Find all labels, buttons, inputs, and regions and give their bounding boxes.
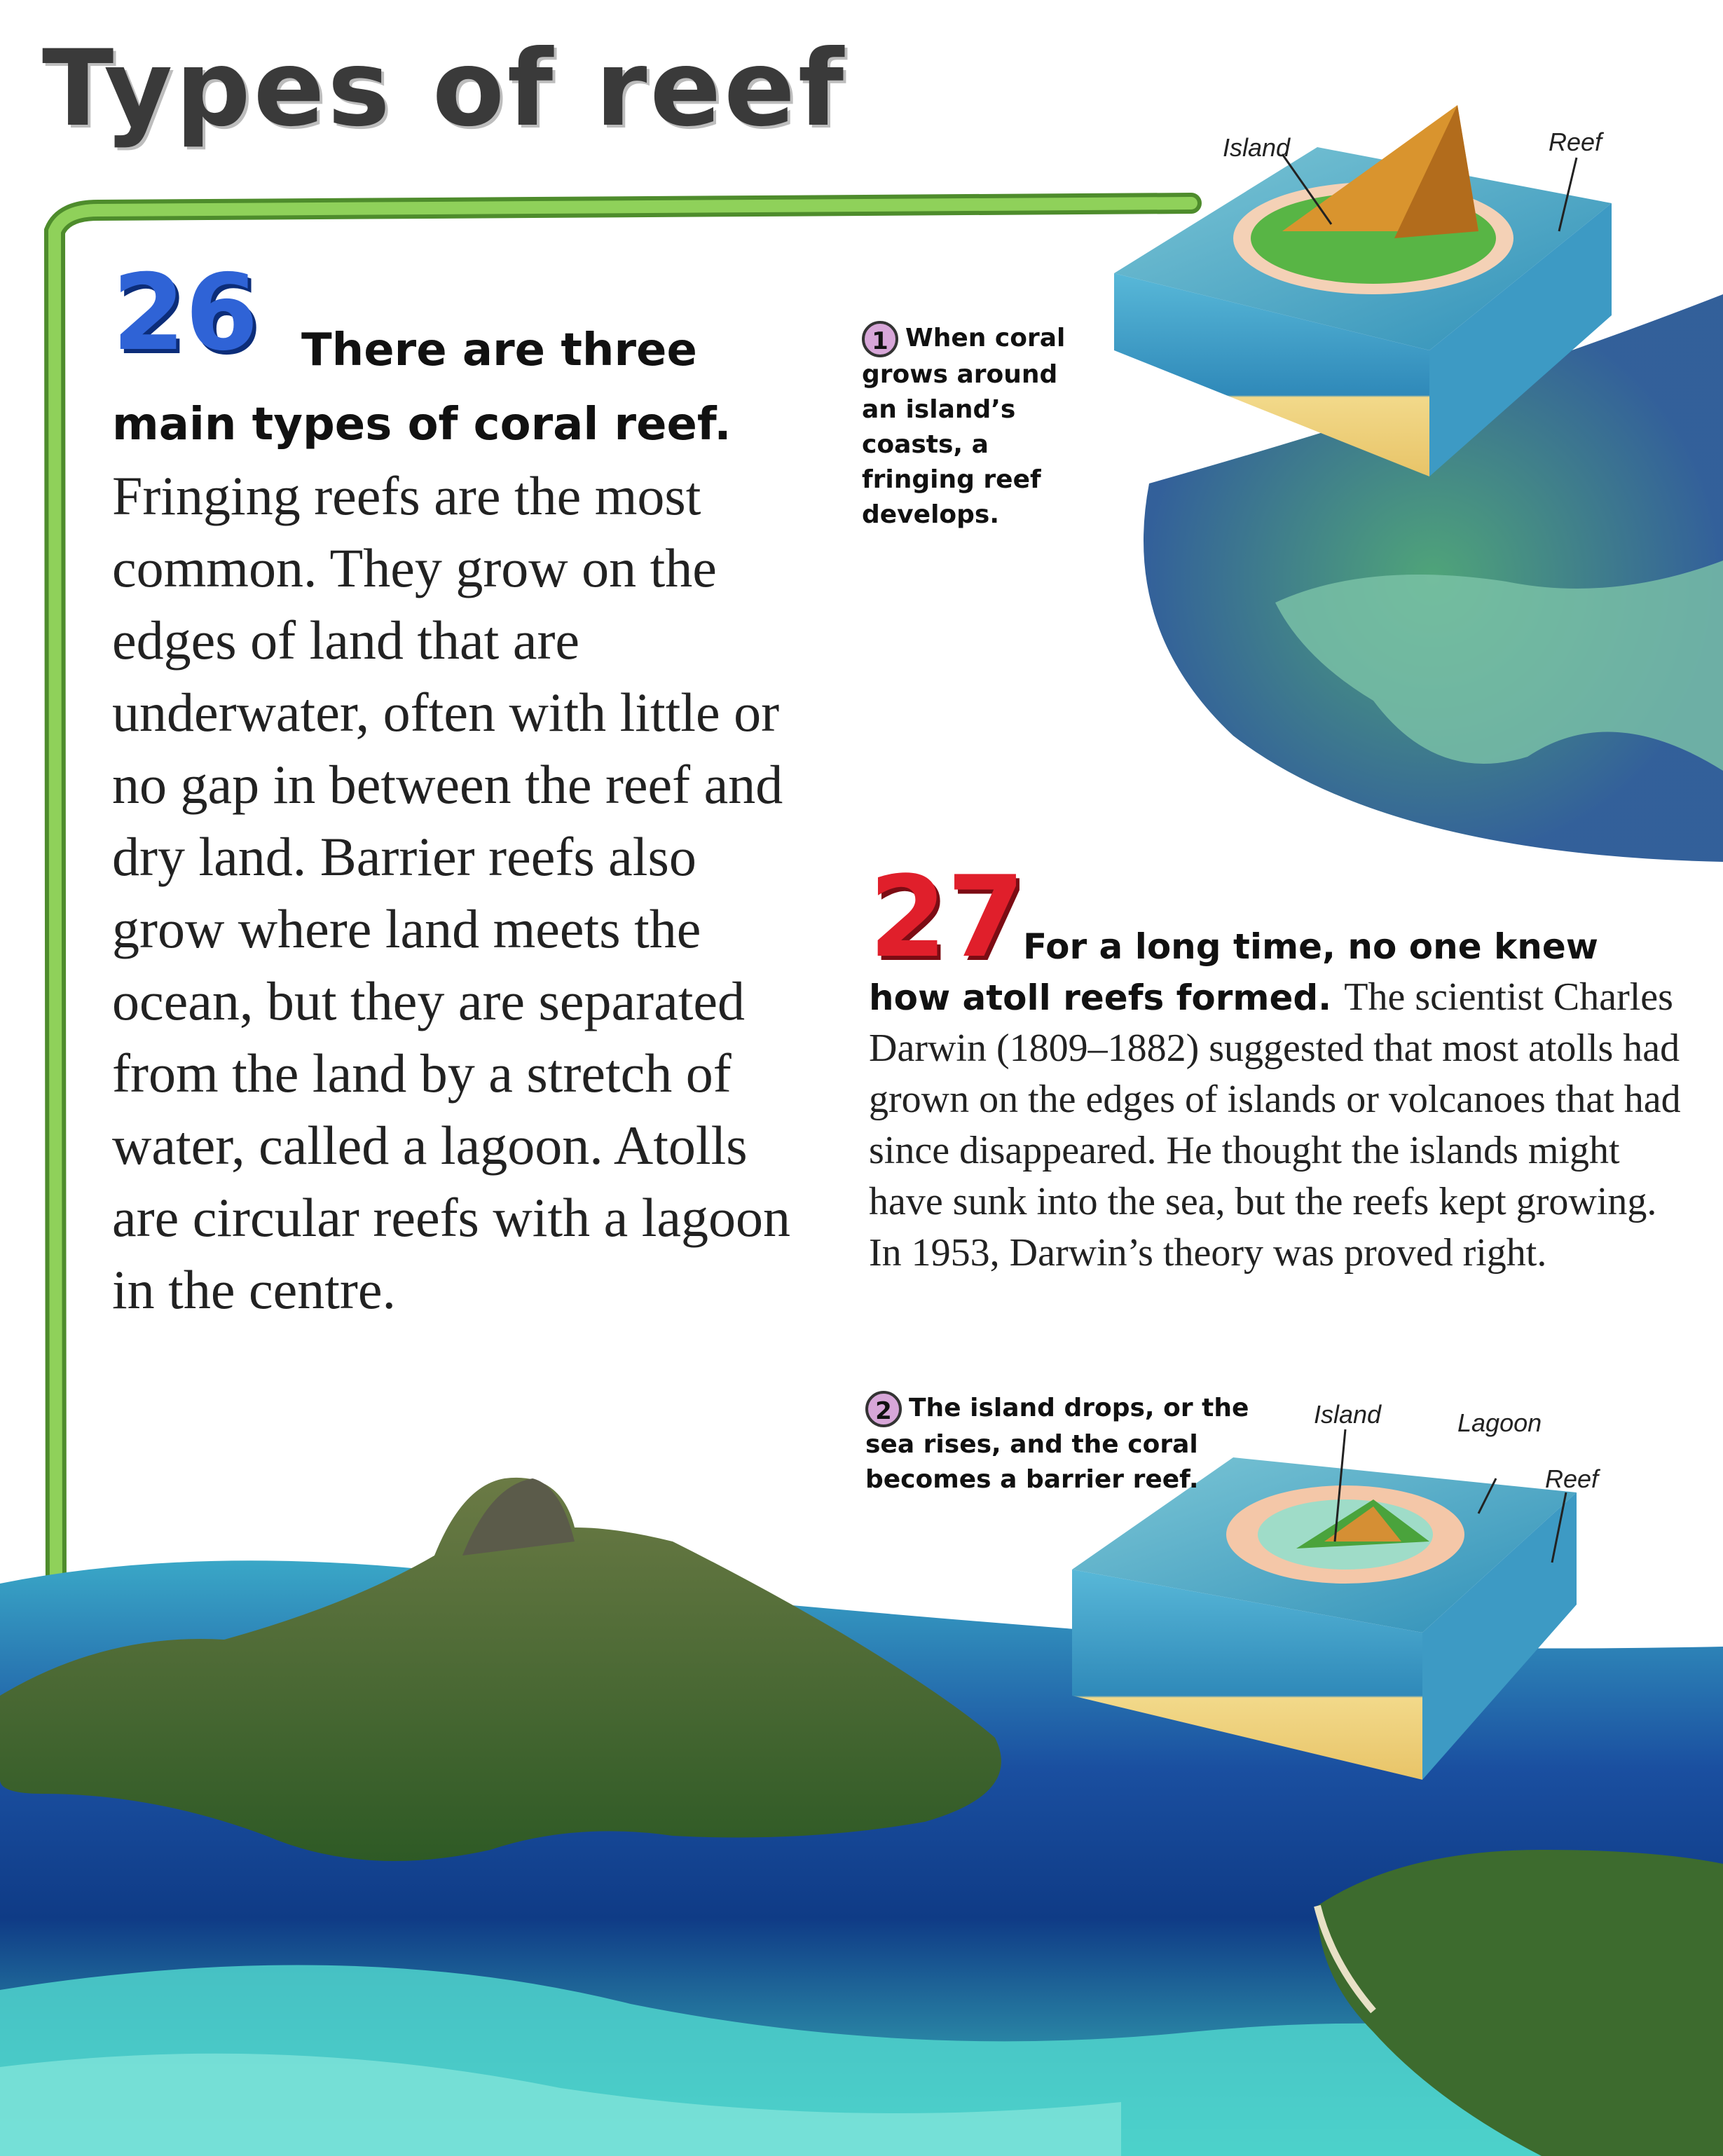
fact-26-text: Fringing reefs are the most common. They grow on the edges of land that are underwater, often with little or no gap in between the reef and dry land. Barrier reefs also grow where land meets the ocean, but they are separated from the land by a stretch of water, called a lagoon. Atolls are circular reefs with a lagoon in the centre. bbox=[112, 465, 790, 1320]
diagram-2-reef-label: Reef bbox=[1545, 1464, 1599, 1493]
fact-27-text: The scientist Charles Darwin (1809–1882) suggested that most atolls had grown on the edges of islands or volcanoes that had since disappeared. He thought the islands might have sunk into the sea, but the reefs kept growing. In 1953, Darwin’s theory was proved right. bbox=[869, 975, 1681, 1275]
page-title: Types of reef bbox=[42, 28, 847, 150]
diagram-2-lagoon-label: Lagoon bbox=[1457, 1408, 1542, 1437]
fact-26-body bbox=[112, 312, 806, 1326]
fact-26-number: 26 bbox=[112, 252, 259, 374]
caption-1-text: When coral grows around an island’s coasts, a fringing reef develops. bbox=[862, 324, 1066, 529]
caption-2 bbox=[865, 1391, 1258, 1497]
diagram-1-island-label: Island bbox=[1223, 133, 1291, 162]
caption-1 bbox=[862, 321, 1093, 533]
fact-27-number: 27 bbox=[869, 851, 1025, 982]
diagram-1-reef-label: Reef bbox=[1549, 128, 1602, 156]
diagram-2-island-label: Island bbox=[1314, 1400, 1382, 1429]
fact-26-heading: There are three main types of coral reef. bbox=[112, 324, 732, 451]
caption-2-text: The island drops, or the sea rises, and the coral becomes a barrier reef. bbox=[865, 1394, 1249, 1494]
caption-2-number: 2 bbox=[865, 1391, 902, 1427]
caption-1-number: 1 bbox=[862, 321, 898, 357]
fact-27-heading: For a long time, no one knew how atoll reefs formed. bbox=[869, 926, 1598, 1018]
fact-27-body bbox=[869, 921, 1682, 1279]
